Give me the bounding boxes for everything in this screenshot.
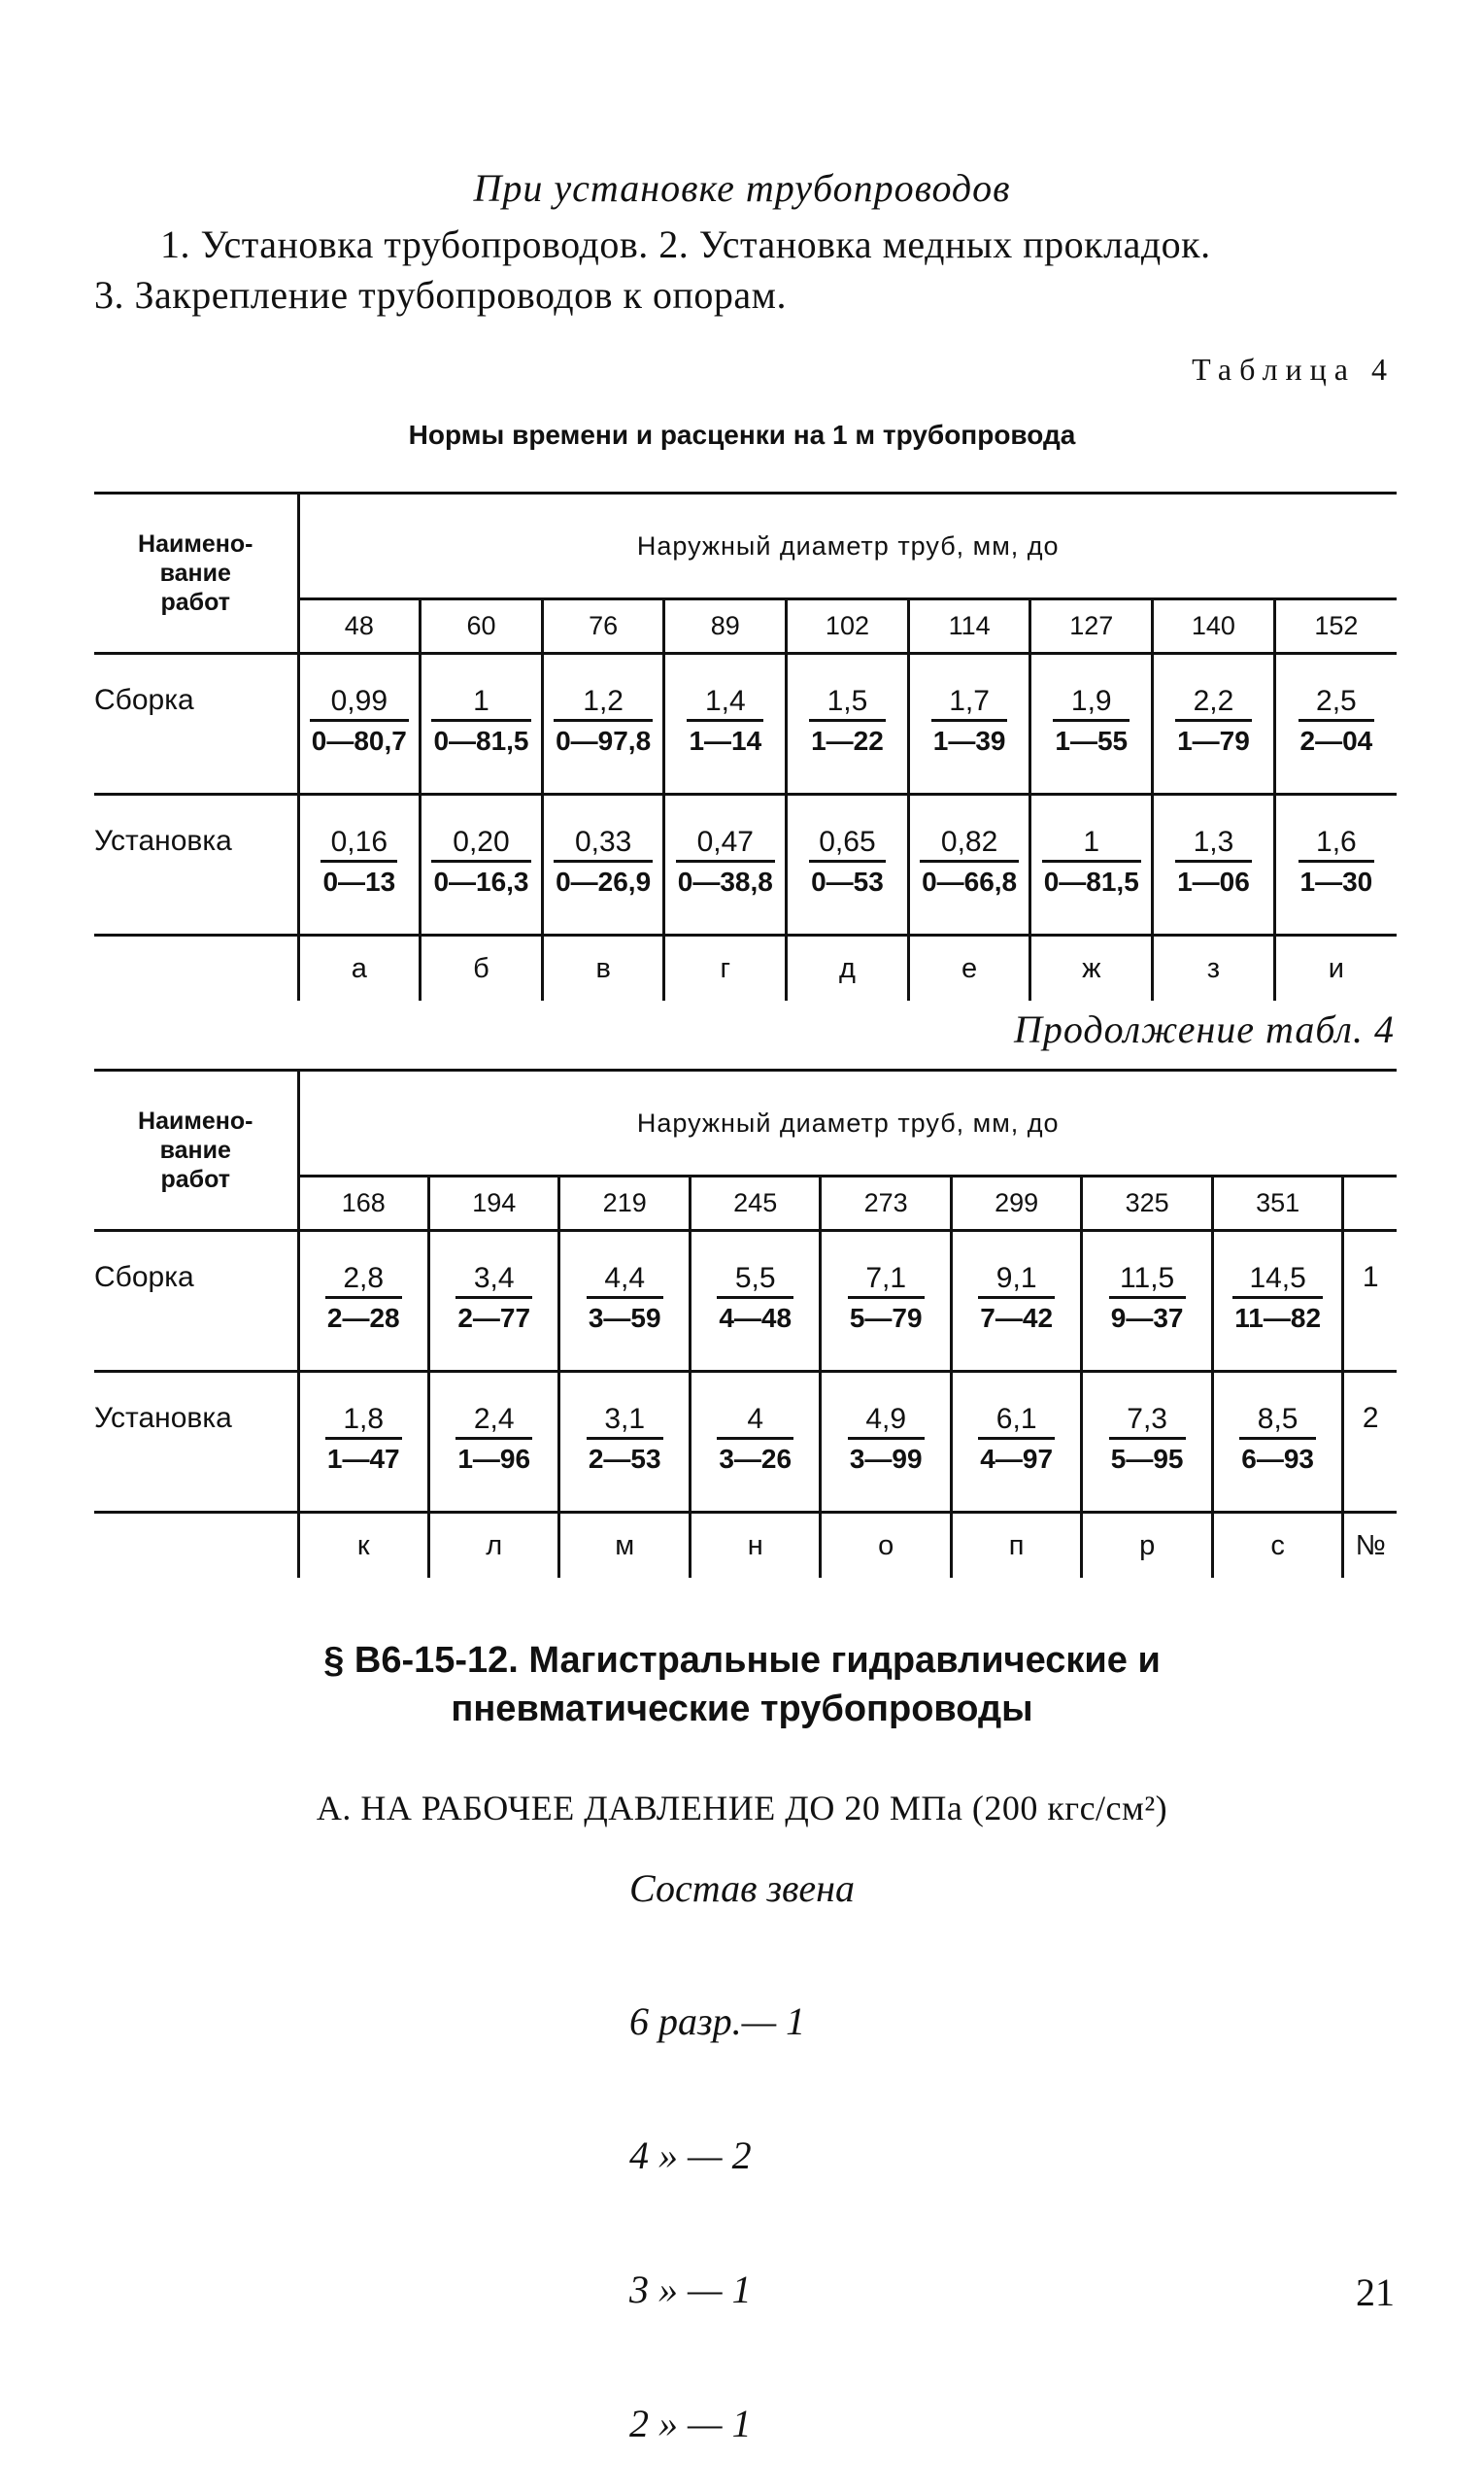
column-letter: р — [1082, 1513, 1212, 1579]
value-cell: $\frac{5,5}{4—48}$ — [690, 1231, 820, 1372]
intro-line-2: 3. Закрепление трубопроводов к опорам. — [94, 273, 787, 317]
column-letter: б — [421, 936, 543, 1002]
crew-line: 3 » — 1 — [629, 2268, 752, 2311]
value-cell: $\frac{1,7}{1—39}$ — [908, 654, 1030, 795]
crew-title: Состав звена — [628, 1866, 855, 1910]
norms-table-2 — [94, 1069, 1397, 1578]
diameter-cell: 89 — [664, 599, 787, 654]
value-cell: $\frac{14,5}{11—82}$ — [1212, 1231, 1343, 1372]
row-label: Установка — [94, 795, 298, 936]
section-title — [0, 1636, 1484, 1733]
column-letter: з — [1153, 936, 1275, 1002]
value-cell: $\frac{9,1}{7—42}$ — [951, 1231, 1081, 1372]
crew-line: 4 » — 2 — [629, 2133, 752, 2177]
value-cell: $\frac{1,6}{1—30}$ — [1274, 795, 1397, 936]
value-cell: $\frac{0,16}{0—13}$ — [298, 795, 421, 936]
diameter-cell: 168 — [298, 1177, 428, 1231]
value-cell: $\frac{1,3}{1—06}$ — [1153, 795, 1275, 936]
row-label: Установка — [94, 1372, 298, 1513]
value-cell: $\frac{3,4}{2—77}$ — [428, 1231, 558, 1372]
column-letter: н — [690, 1513, 820, 1579]
diameter-cell: 219 — [559, 1177, 690, 1231]
crew-list — [629, 1910, 805, 2491]
page-number: 21 — [1356, 2270, 1395, 2314]
diameter-cell — [1343, 1177, 1397, 1231]
diameter-cell: 351 — [1212, 1177, 1343, 1231]
num-label: № — [1343, 1513, 1397, 1579]
diameter-cell: 194 — [428, 1177, 558, 1231]
value-cell: $\frac{0,20}{0—16,3}$ — [421, 795, 543, 936]
diameter-cell: 127 — [1030, 599, 1153, 654]
table-row — [94, 654, 1397, 795]
value-cell: $\frac{4,4}{3—59}$ — [559, 1231, 690, 1372]
value-cell: $\frac{1,9}{1—55}$ — [1030, 654, 1153, 795]
value-cell: $\frac{1}{0—81,5}$ — [1030, 795, 1153, 936]
value-cell: $\frac{0,82}{0—66,8}$ — [908, 795, 1030, 936]
value-cell: $\frac{1,5}{1—22}$ — [787, 654, 909, 795]
crew-line: 2 » — 1 — [629, 2402, 752, 2445]
value-cell: $\frac{1,8}{1—47}$ — [298, 1372, 428, 1513]
value-cell: $\frac{4}{3—26}$ — [690, 1372, 820, 1513]
table-row — [94, 795, 1397, 936]
column-letter: в — [542, 936, 664, 1002]
table-label: Таблица 4 — [1192, 352, 1395, 387]
diameter-cell: 245 — [690, 1177, 820, 1231]
value-cell: $\frac{1}{0—81,5}$ — [421, 654, 543, 795]
value-cell: $\frac{7,3}{5—95}$ — [1082, 1372, 1212, 1513]
continuation-label: Продолжение табл. 4 — [1013, 1007, 1395, 1051]
value-cell: $\frac{0,33}{0—26,9}$ — [542, 795, 664, 936]
value-cell: $\frac{1,2}{0—97,8}$ — [542, 654, 664, 795]
column-letter: и — [1274, 936, 1397, 1002]
column-letter: п — [951, 1513, 1081, 1579]
column-letter: с — [1212, 1513, 1343, 1579]
norms-table-1 — [94, 492, 1397, 1001]
diameter-cell: 273 — [821, 1177, 951, 1231]
value-cell: $\frac{2,5}{2—04}$ — [1274, 654, 1397, 795]
name-header: Наимено- вание работ — [94, 494, 298, 654]
table-caption: Нормы времени и расценки на 1 м трубопровода — [408, 420, 1076, 450]
diameter-cell: 152 — [1274, 599, 1397, 654]
diameter-cell: 48 — [298, 599, 421, 654]
table-row — [94, 1372, 1397, 1513]
row-number: 1 — [1343, 1231, 1397, 1372]
column-letter: а — [298, 936, 421, 1002]
value-cell: $\frac{0,47}{0—38,8}$ — [664, 795, 787, 936]
diameter-header: Наружный диаметр труб, мм, до — [298, 494, 1397, 599]
column-letter: ж — [1030, 936, 1153, 1002]
column-letter: г — [664, 936, 787, 1002]
value-cell: $\frac{2,8}{2—28}$ — [298, 1231, 428, 1372]
section-title-line-1: § В6-15-12. Магистральные гидравлические и — [323, 1640, 1161, 1681]
column-letter: д — [787, 936, 909, 1002]
column-letter: о — [821, 1513, 951, 1579]
crew-line: 6 разр.— 1 — [629, 1999, 806, 2043]
value-cell: $\frac{2,4}{1—96}$ — [428, 1372, 558, 1513]
letter-row — [94, 1513, 1397, 1579]
row-label: Сборка — [94, 1231, 298, 1372]
column-letter: к — [298, 1513, 428, 1579]
diameter-cell: 76 — [542, 599, 664, 654]
section-title-line-2: пневматические трубопроводы — [451, 1689, 1033, 1729]
row-label: Сборка — [94, 654, 298, 795]
value-cell: $\frac{2,2}{1—79}$ — [1153, 654, 1275, 795]
value-cell: $\frac{11,5}{9—37}$ — [1082, 1231, 1212, 1372]
diameter-cell: 114 — [908, 599, 1030, 654]
diameter-cell: 60 — [421, 599, 543, 654]
row-number: 2 — [1343, 1372, 1397, 1513]
value-cell: $\frac{6,1}{4—97}$ — [951, 1372, 1081, 1513]
value-cell: $\frac{7,1}{5—79}$ — [821, 1231, 951, 1372]
diameter-cell: 102 — [787, 599, 909, 654]
value-cell: $\frac{0,99}{0—80,7}$ — [298, 654, 421, 795]
diameter-cell: 140 — [1153, 599, 1275, 654]
value-cell: $\frac{4,9}{3—99}$ — [821, 1372, 951, 1513]
column-letter: л — [428, 1513, 558, 1579]
table-row — [94, 1231, 1397, 1372]
intro-line-1: 1. Установка трубопроводов. 2. Установка медных прокладок. — [160, 222, 1211, 266]
name-header: Наимено- вание работ — [94, 1071, 298, 1231]
diameter-cell: 325 — [1082, 1177, 1212, 1231]
value-cell: $\frac{8,5}{6—93}$ — [1212, 1372, 1343, 1513]
diameter-cell: 299 — [951, 1177, 1081, 1231]
value-cell: $\frac{3,1}{2—53}$ — [559, 1372, 690, 1513]
diameter-header: Наружный диаметр труб, мм, до — [298, 1071, 1397, 1177]
value-cell: $\frac{0,65}{0—53}$ — [787, 795, 909, 936]
column-letter: е — [908, 936, 1030, 1002]
value-cell: $\frac{1,4}{1—14}$ — [664, 654, 787, 795]
section-subtitle: А. НА РАБОЧЕЕ ДАВЛЕНИЕ ДО 20 МПа (200 кгс/см²) — [316, 1789, 1168, 1827]
intro-heading: При установке трубопроводов — [473, 166, 1011, 210]
column-letter: м — [559, 1513, 690, 1579]
letter-row — [94, 936, 1397, 1002]
